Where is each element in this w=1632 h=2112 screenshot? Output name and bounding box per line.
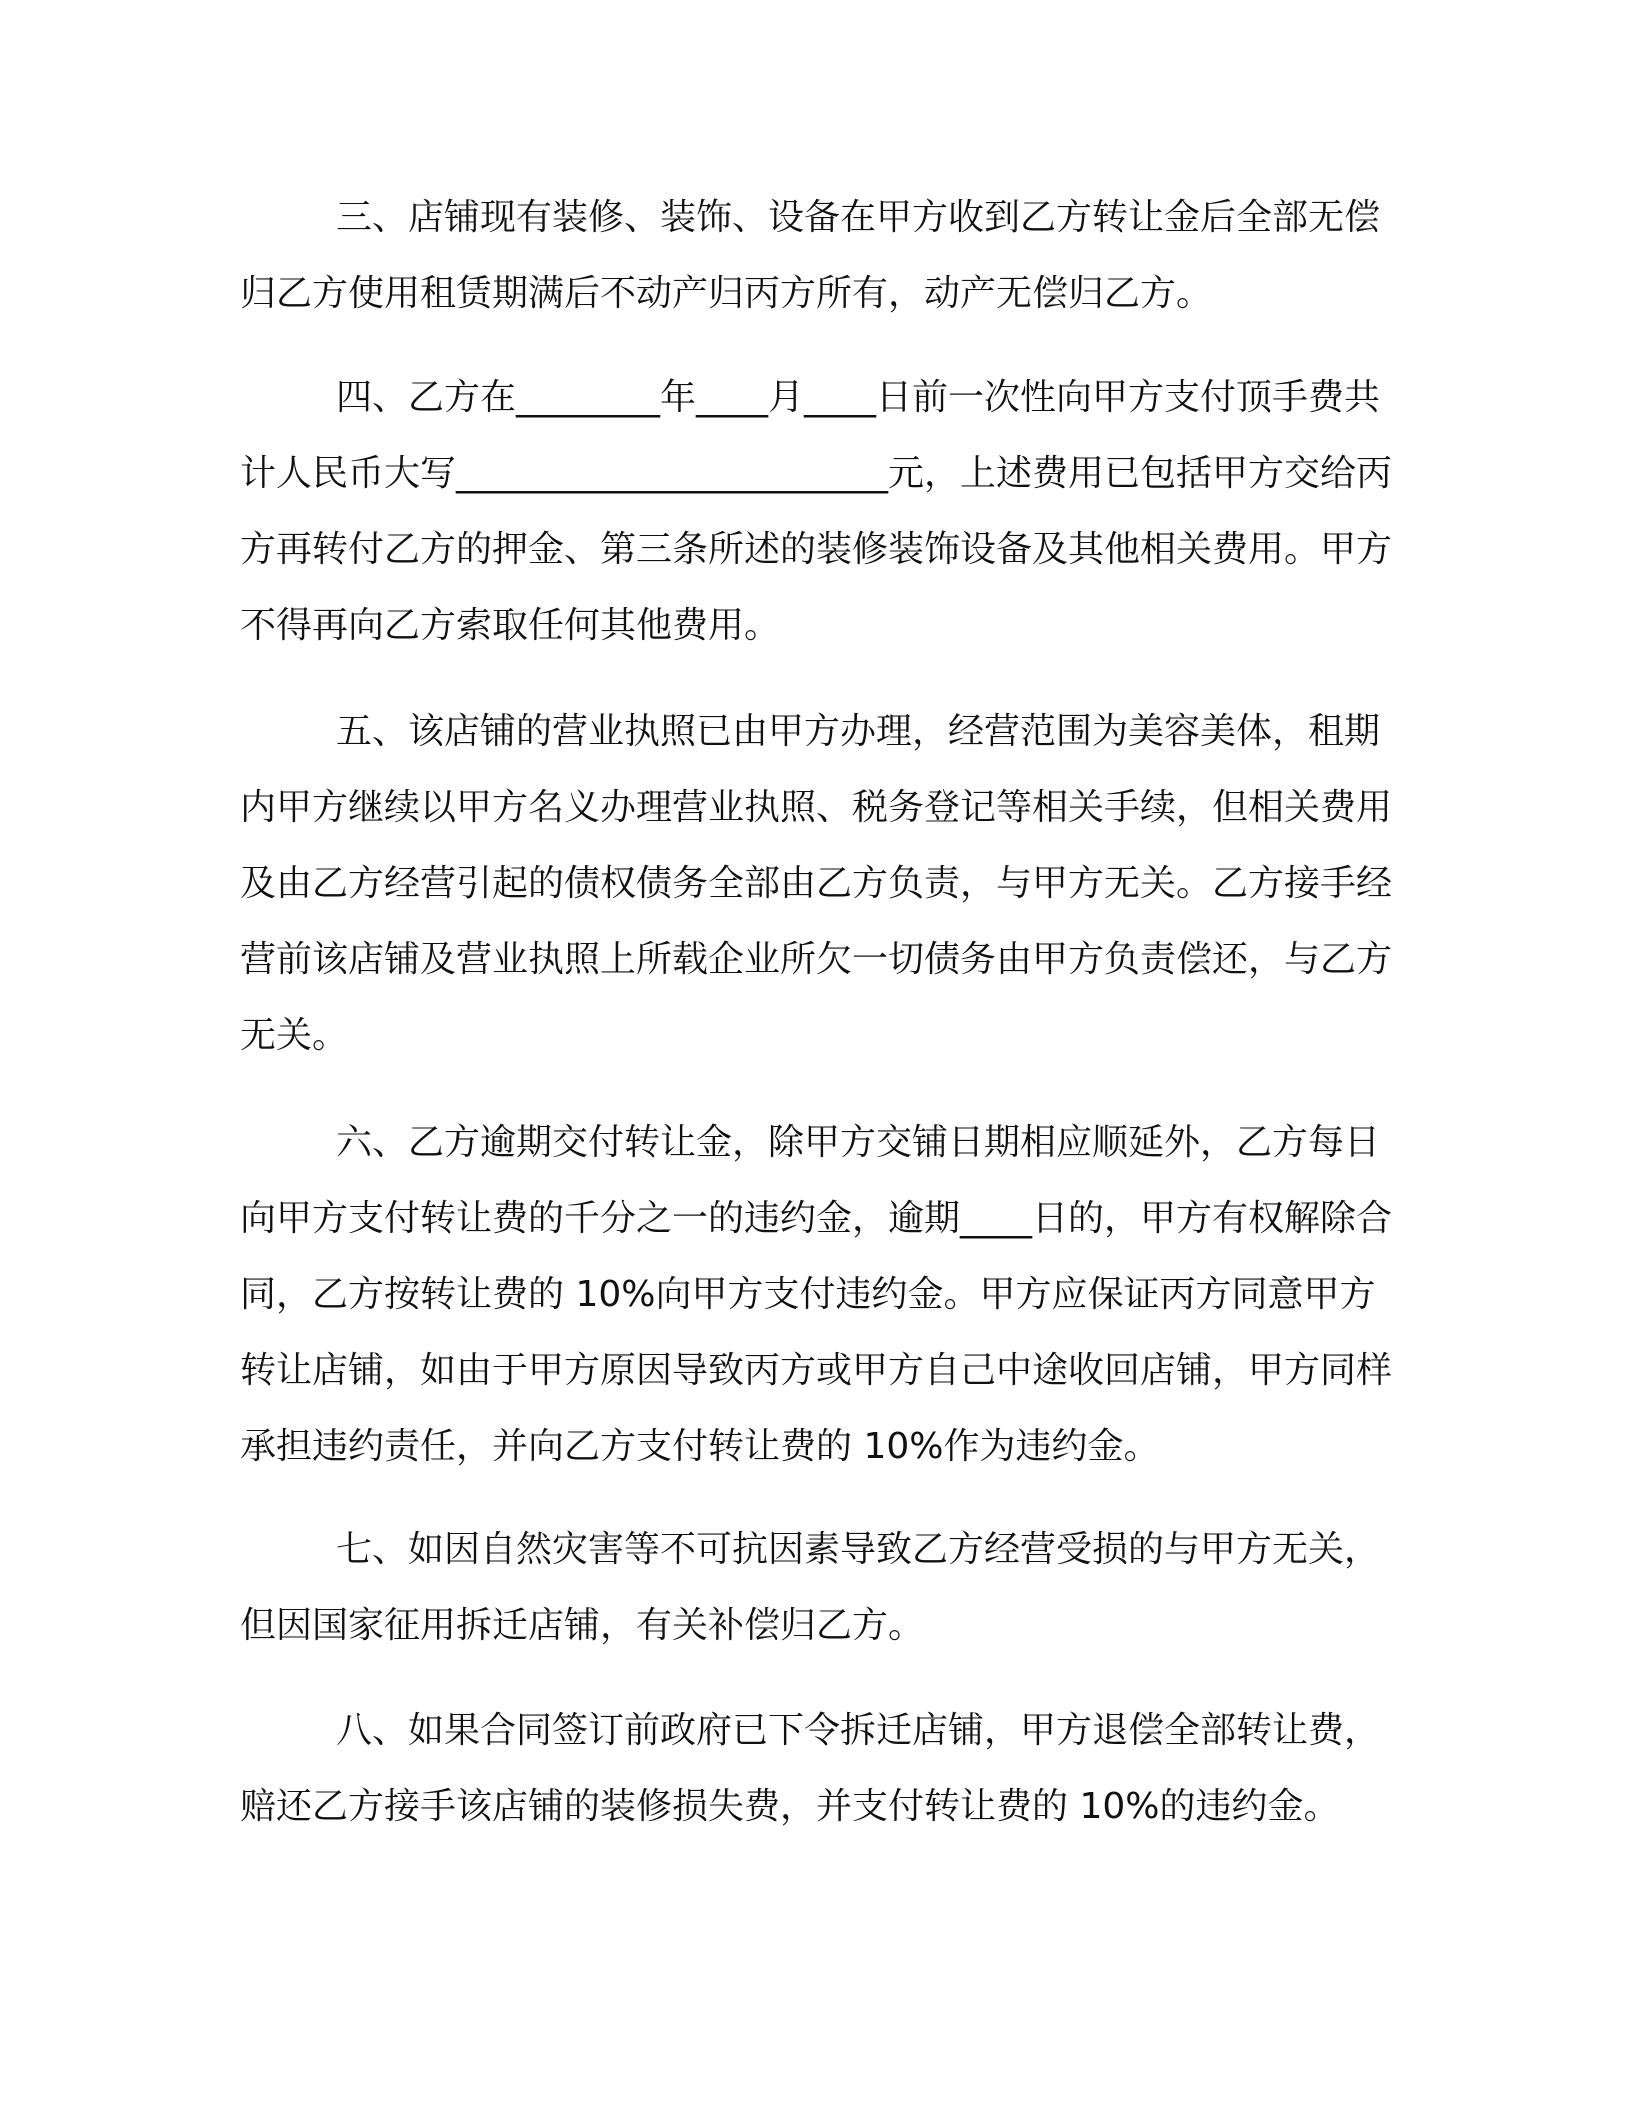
clause-4: 四、乙方在________年____月____日前一次性向甲方支付顶手费共计人民币大写________________________元，上述费用已包括甲方交给丙方再转付乙方的押金、第三条所述的装修装饰设备及其他相关费用。甲方不得再向乙方索取任何其他费用。 <box>240 377 1393 646</box>
clause-5: 五、该店铺的营业执照已由甲方办理，经营范围为美容美体，租期内甲方继续以甲方名义办理营业执照、税务登记等相关手续，但相关费用及由乙方经营引起的债权债务全部由乙方负责，与甲方无关。乙方接手经营前该店铺及营业执照上所载企业所欠一切债务由甲方负责偿还，与乙方无关。 <box>240 711 1393 1056</box>
clause-3: 三、店铺现有装修、装饰、设备在甲方收到乙方转让金后全部无偿归乙方使用租赁期满后不动产归丙方所有，动产无偿归乙方。 <box>240 197 1381 314</box>
clause-6: 六、乙方逾期交付转让金，除甲方交铺日期相应顺延外，乙方每日向甲方支付转让费的千分之一的违约金，逾期____日的，甲方有权解除合同，乙方按转让费的 10%向甲方支付违约金。甲方应保证丙方同意甲方转让店铺，如由于甲方原因导致丙方或甲方自己中途收回店铺，甲方同样承担违约责任，并向乙方支付转让费的 10%作为违约金。 <box>240 1122 1393 1467</box>
clause-7: 七、如因自然灾害等不可抗因素导致乙方经营受损的与甲方无关，但因国家征用拆迁店铺，有关补偿归乙方。 <box>240 1529 1381 1646</box>
clause-8: 八、如果合同签订前政府已下令拆迁店铺，甲方退偿全部转让费，赔还乙方接手该店铺的装修损失费，并支付转让费的 10%的违约金。 <box>240 1710 1381 1827</box>
